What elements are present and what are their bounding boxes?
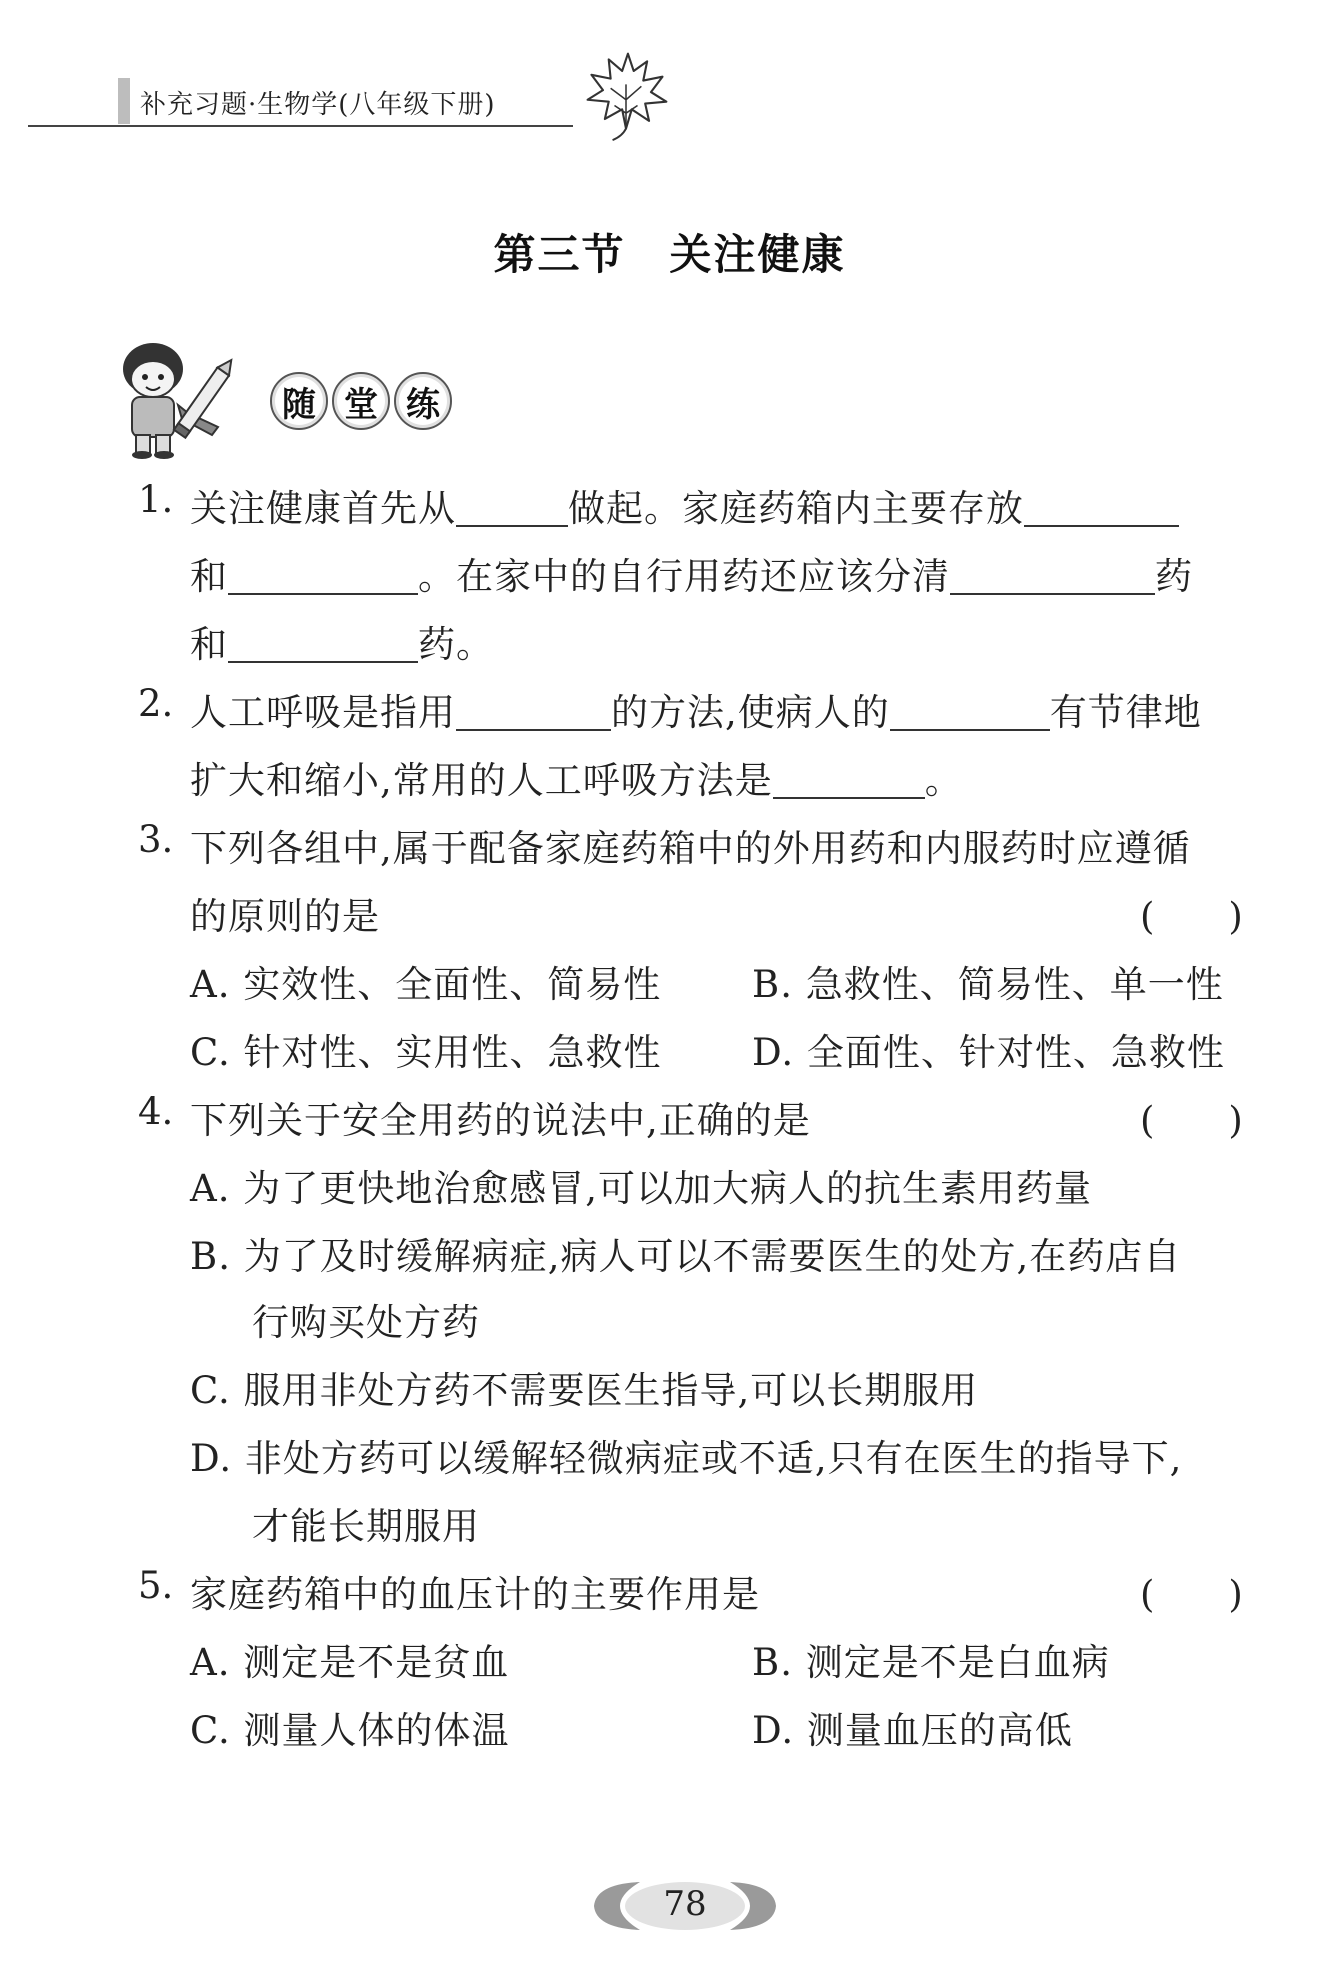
question-2-line-1 <box>190 682 1202 736</box>
question-text: 扩大和缩小,常用的人工呼吸方法是 <box>190 759 773 802</box>
question-5-stem: 家庭药箱中的血压计的主要作用是 <box>190 1573 760 1616</box>
option-b[interactable]: B. 为了及时缓解病症,病人可以不需要医生的处方,在药店自 <box>190 1235 1182 1278</box>
question-3-stem-1: 下列各组中,属于配备家庭药箱中的外用药和内服药时应遵循 <box>190 827 1191 870</box>
answer-blank[interactable] <box>1024 488 1179 527</box>
question-number: 1. <box>138 478 174 521</box>
page-number: 78 <box>663 1884 707 1924</box>
section-title: 第三节 关注健康 <box>493 230 846 279</box>
question-text: 和 <box>190 623 228 666</box>
option-d-continuation: 才能长期服用 <box>252 1505 480 1548</box>
question-4-stem: 下列关于安全用药的说法中,正确的是 <box>190 1099 811 1142</box>
option-b[interactable]: B. 测定是不是白血病 <box>752 1641 1110 1684</box>
option-c[interactable]: C. 服用非处方药不需要医生指导,可以长期服用 <box>190 1369 979 1412</box>
option-a[interactable]: A. 为了更快地治愈感冒,可以加大病人的抗生素用药量 <box>190 1167 1093 1210</box>
question-text: 的方法,使病人的 <box>611 691 890 734</box>
answer-blank[interactable] <box>456 488 568 527</box>
page-number-badge <box>590 1878 780 1934</box>
option-b[interactable]: B. 急救性、简易性、单一性 <box>752 963 1224 1006</box>
question-text: 药 <box>1155 555 1193 598</box>
question-1-line-3 <box>190 614 494 668</box>
question-3-stem-2: 的原则的是 <box>190 895 380 938</box>
header-title: 补充习题·生物学(八年级下册) <box>140 90 496 120</box>
badge-char: 堂 <box>332 372 390 430</box>
question-text: 。 <box>924 759 963 802</box>
question-text: 做起。家庭药箱内主要存放 <box>568 487 1024 530</box>
answer-blank[interactable] <box>950 556 1155 595</box>
question-text: 和 <box>190 555 228 598</box>
option-c[interactable]: C. 测量人体的体温 <box>190 1709 510 1752</box>
badge-char: 练 <box>394 372 452 430</box>
option-d[interactable]: D. 全面性、针对性、急救性 <box>752 1031 1225 1074</box>
answer-parentheses[interactable]: ( ) <box>1140 1099 1243 1142</box>
answer-parentheses[interactable]: ( ) <box>1140 895 1243 938</box>
answer-blank[interactable] <box>228 624 418 663</box>
option-a[interactable]: A. 实效性、全面性、简易性 <box>190 963 662 1006</box>
option-c[interactable]: C. 针对性、实用性、急救性 <box>190 1031 662 1074</box>
question-number: 4. <box>138 1090 174 1133</box>
answer-blank[interactable] <box>228 556 418 595</box>
question-2-line-2 <box>190 750 963 804</box>
answer-parentheses[interactable]: ( ) <box>1140 1573 1243 1616</box>
question-text: 。在家中的自行用药还应该分清 <box>418 555 950 598</box>
answer-blank[interactable] <box>890 692 1050 731</box>
question-text: 有节律地 <box>1049 691 1202 734</box>
option-a[interactable]: A. 测定是不是贫血 <box>190 1641 510 1684</box>
question-number: 2. <box>138 682 174 725</box>
answer-blank[interactable] <box>456 692 611 731</box>
question-number: 3. <box>138 818 174 861</box>
question-1-line-2 <box>190 546 1193 600</box>
question-1-line-1 <box>190 478 1179 532</box>
badge-char: 随 <box>270 372 328 430</box>
option-b-continuation: 行购买处方药 <box>252 1301 480 1344</box>
option-d[interactable]: D. 测量血压的高低 <box>752 1709 1073 1752</box>
question-text: 关注健康首先从 <box>190 487 456 530</box>
question-number: 5. <box>138 1564 174 1607</box>
question-text: 药。 <box>418 623 494 666</box>
option-d[interactable]: D. 非处方药可以缓解轻微病症或不适,只有在医生的指导下, <box>190 1437 1183 1480</box>
question-text: 人工呼吸是指用 <box>190 691 456 734</box>
answer-blank[interactable] <box>773 760 925 799</box>
